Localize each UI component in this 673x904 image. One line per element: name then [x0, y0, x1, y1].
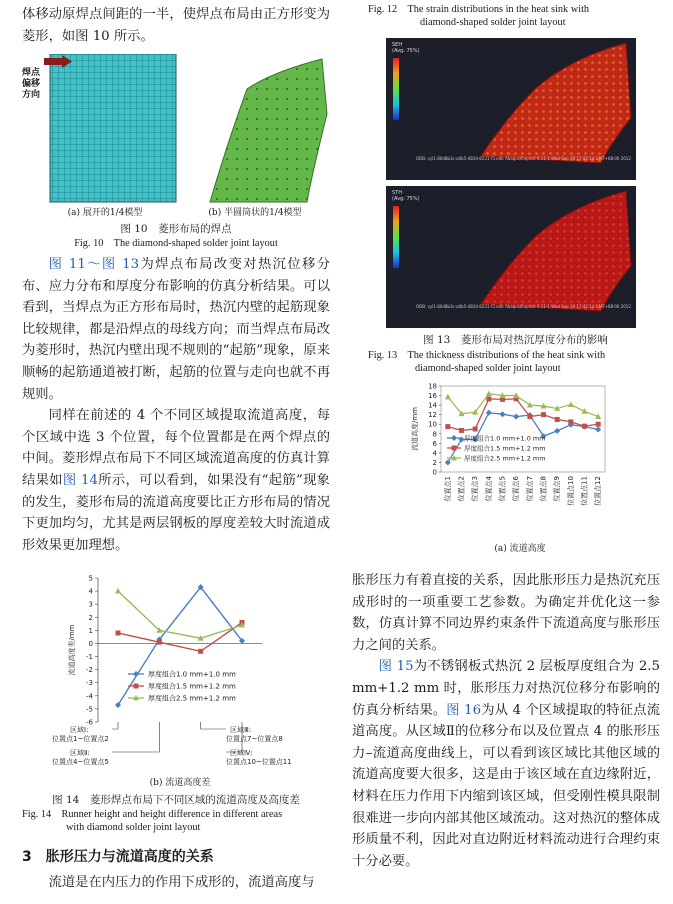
fig14a-chart — [405, 380, 620, 540]
y-tick-label: 16 — [428, 392, 437, 401]
legend-marker — [452, 446, 457, 451]
fig12-caption-en: Fig. 12 The strain distributions in the heat sink with diamond-shaped solder joint layout — [368, 4, 590, 28]
thickness-legend-title: STH (Avg: 75%) — [392, 190, 420, 202]
y-tick-label: 5 — [88, 574, 93, 583]
strain-footer: ODB: cyl1-80d8b3c-a0b5-4834-8231-f3.odb Abaqus/Explicit 6.11-1 Wed Sep 19 17:42:14 GMT+08:00 2012 — [416, 156, 631, 161]
data-point — [486, 396, 491, 401]
paragraph-2: 图 11～图 13为焊点布局改变对热沉位移分布、应力分布和厚度分布影响的仿真分析结果。可以看到，当焊点为正方形布局时，热沉内壁的起筋现象比较规律，都是沿焊点的母线方向；而当焊点布局改为菱形时，热沉内壁出现不规则的“起筋”现象，原来顺畅的起筋通道被打断，起筋的位置与走向也就不再规则。 同样在前述的 4 个不同区域提取流道高度，每个区域中选 3 个位置，每个位置都是在两个焊点的中间。菱形焊点布局下不同区域流道高度的仿真计算结果如图 14所示，可以看到，如果没有“起筋”现象的发生，菱形布局的流道高度要比正方形布局的情况下更加均匀，尤其是两层钢板的厚度差较大时流道成形效果更加理想。 — [22, 257, 331, 553]
legend-marker — [134, 684, 139, 689]
intro-text: 体移动原焊点间距的一半，使焊点布局由正方形变为菱形，如图 10 所示。 — [22, 7, 330, 44]
x-tick-label: 位置点9 — [553, 476, 562, 502]
strain-legend-title: SEH (Avg: 75%) — [392, 42, 420, 54]
data-point — [445, 424, 450, 429]
figure-10-images — [22, 54, 332, 204]
data-point — [116, 630, 121, 635]
x-tick-label: 位置点10 — [566, 476, 575, 506]
y-tick-label: 2 — [432, 458, 437, 467]
data-point — [568, 419, 573, 424]
y-tick-label: -1 — [86, 653, 93, 662]
region-leader — [112, 722, 118, 729]
y-axis-label: 流道高度差/mm — [68, 624, 76, 676]
y-axis-label: 流道高度/mm — [411, 407, 419, 451]
region-name: 区域Ⅲ: — [230, 726, 252, 734]
y-tick-label: 2 — [88, 613, 93, 622]
x-tick-label: 位置点1 — [443, 476, 452, 502]
fig10-caption-en: Fig. 10 The diamond-shaped solder joint layout — [74, 238, 278, 249]
legend-label: 厚度组合2.5 mm+1.2 mm — [464, 454, 546, 463]
data-point — [500, 411, 506, 417]
y-tick-label: 12 — [428, 411, 437, 420]
y-tick-label: 6 — [432, 439, 437, 448]
fig10-sub-b: (b) 半圆筒状的1/4模型 — [208, 208, 302, 218]
data-point — [115, 588, 121, 594]
x-tick-label: 位置点4 — [484, 476, 493, 502]
y-tick-label: 14 — [428, 401, 437, 410]
data-point — [568, 401, 574, 407]
data-point — [541, 412, 546, 417]
data-point — [582, 424, 587, 429]
legend-label: 厚度组合1.0 mm+1.0 mm — [148, 670, 236, 679]
section-3-heading: 3 胀形压力与流道高度的关系 — [22, 849, 214, 865]
y-tick-label: 10 — [428, 420, 437, 429]
ref-fig11-13[interactable]: 图 11～图 13 — [48, 257, 140, 272]
data-point — [486, 390, 492, 396]
data-point — [595, 426, 601, 432]
series-line — [118, 623, 242, 652]
region-positions: 位置点1~位置点2 — [52, 735, 109, 743]
y-tick-label: -3 — [86, 679, 93, 688]
strain-sim-image — [386, 38, 636, 180]
y-tick-label: 1 — [88, 626, 93, 635]
y-tick-label: -6 — [86, 718, 93, 727]
region-name: 区域Ⅰ: — [70, 726, 89, 734]
data-point — [555, 417, 560, 422]
y-tick-label: 4 — [88, 587, 93, 596]
y-tick-label: 0 — [88, 639, 93, 648]
fig13-caption-en: Fig. 13 The thickness distributions of the heat sink with diamond-shaped solder joint layout — [368, 350, 606, 374]
fig10-sub-a: (a) 展开的1/4模型 — [67, 208, 143, 218]
x-tick-label: 位置点7 — [525, 476, 534, 502]
x-tick-label: 位置点8 — [539, 476, 548, 502]
paragraph-4: 流道是在内压力的作用下成形的，流道高度与 — [48, 875, 315, 890]
y-tick-label: 8 — [432, 430, 437, 439]
region-positions: 位置点10~位置点11 — [226, 758, 292, 766]
region-name: 区域Ⅱ: — [70, 749, 90, 757]
legend-label: 厚度组合2.5 mm+1.2 mm — [148, 694, 236, 703]
fig14-sub-b: (b) 流道高度差 — [149, 778, 211, 788]
data-point — [445, 394, 451, 400]
x-tick-label: 位置点6 — [512, 476, 521, 502]
series-line — [118, 591, 242, 638]
paragraph-intro — [22, 4, 330, 47]
x-tick-label: 位置点5 — [498, 476, 507, 502]
region-leader — [201, 722, 226, 729]
legend-label: 厚度组合1.5 mm+1.2 mm — [148, 682, 236, 691]
data-point — [459, 428, 464, 433]
legend-label: 厚度组合1.5 mm+1.2 mm — [464, 444, 546, 453]
unfolded-quarter-model — [50, 54, 176, 202]
legend-label: 厚度组合1.0 mm+1.0 mm — [464, 434, 546, 443]
data-point — [596, 422, 601, 427]
y-tick-label: 4 — [432, 449, 437, 458]
y-tick-label: 3 — [88, 600, 93, 609]
ref-fig14[interactable]: 图 14 — [62, 472, 98, 488]
offset-direction-label: 焊点偏移方向 — [22, 68, 41, 100]
region-leader — [112, 722, 159, 752]
y-tick-label: -2 — [86, 666, 93, 675]
y-tick-label: 0 — [432, 468, 437, 477]
ref-fig16[interactable]: 图 16 — [446, 702, 482, 718]
data-point — [198, 649, 203, 654]
data-point — [157, 640, 162, 645]
fig14b-chart — [30, 568, 330, 793]
figure-10 — [22, 54, 332, 204]
fig14-caption-cn: 图 14 菱形焊点布局下不同区域的流道高度及高度差 — [52, 794, 300, 806]
half-cylinder-model — [210, 59, 327, 202]
x-tick-label: 位置点3 — [471, 476, 480, 502]
series-line — [448, 394, 598, 417]
x-tick-label: 位置点11 — [580, 476, 589, 506]
thickness-footer: ODB: cyl1-80d8b3c-a0b5-4834-8231-f3.odb Abaqus/Explicit 6.11-1 Wed Sep 19 17:42:14 GMT+08:00 2012 — [416, 304, 631, 309]
region-positions: 位置点7~位置点8 — [226, 735, 283, 743]
paragraph-right: 胀形压力有着直接的关系，因此胀形压力是热沉充压成形时的一项重要工艺参数。为确定并优化这一参数，仿真计算不同边界约束条件下流道高度与胀形压力之间的关系。 图 15为不锈钢板式热沉 2 层板厚度组合为 2.5 mm+1.2 mm 时，胀形压力对热沉位移分布影响的仿真分析结果。图 16为从 4 个区域提取的特征点流道高度。从区域Ⅱ的位移分布以及位置点 4 的胀形压力–流道高度曲线上，可以看到该区域比其他区域的流道高度要大很多，这是由于该区域在直边缘附近，材料在压力作用下内缩到该区域，但受刚性模具限制很难进一步向内部其他区域流动。这对热沉的整体成形质量不利，因此对直边附近材料流动进行合理约束十分必要。 — [352, 573, 660, 869]
y-tick-label: -4 — [86, 692, 93, 701]
series-2 — [445, 396, 600, 452]
region-annotation — [52, 722, 159, 766]
region-name: 区域Ⅳ: — [230, 749, 253, 757]
y-tick-label: -5 — [86, 705, 93, 714]
y-tick-label: 18 — [428, 382, 437, 391]
legend-marker — [451, 435, 457, 441]
fig10-caption-cn: 图 10 菱形布局的焊点 — [120, 223, 232, 235]
data-point — [486, 410, 492, 416]
thickness-sim-image — [386, 186, 636, 328]
x-tick-label: 位置点2 — [457, 476, 466, 502]
fig14-sub-a: (a) 流道高度 — [494, 544, 546, 554]
ref-fig15[interactable]: 图 15 — [378, 659, 414, 675]
data-point — [445, 459, 451, 465]
data-point — [473, 427, 478, 432]
fig14-caption-en: Fig. 14 Runner height and height difference in different areas with diamond solder joint layout — [22, 809, 283, 833]
fig13-caption-cn: 图 13 菱形布局对热沉厚度分布的影响 — [423, 334, 608, 346]
data-point — [513, 414, 519, 420]
region-positions: 位置点4~位置点5 — [52, 758, 109, 766]
data-point — [554, 428, 560, 434]
region-annotation — [52, 722, 118, 743]
data-point — [527, 414, 532, 419]
x-tick-label: 位置点12 — [594, 476, 603, 506]
